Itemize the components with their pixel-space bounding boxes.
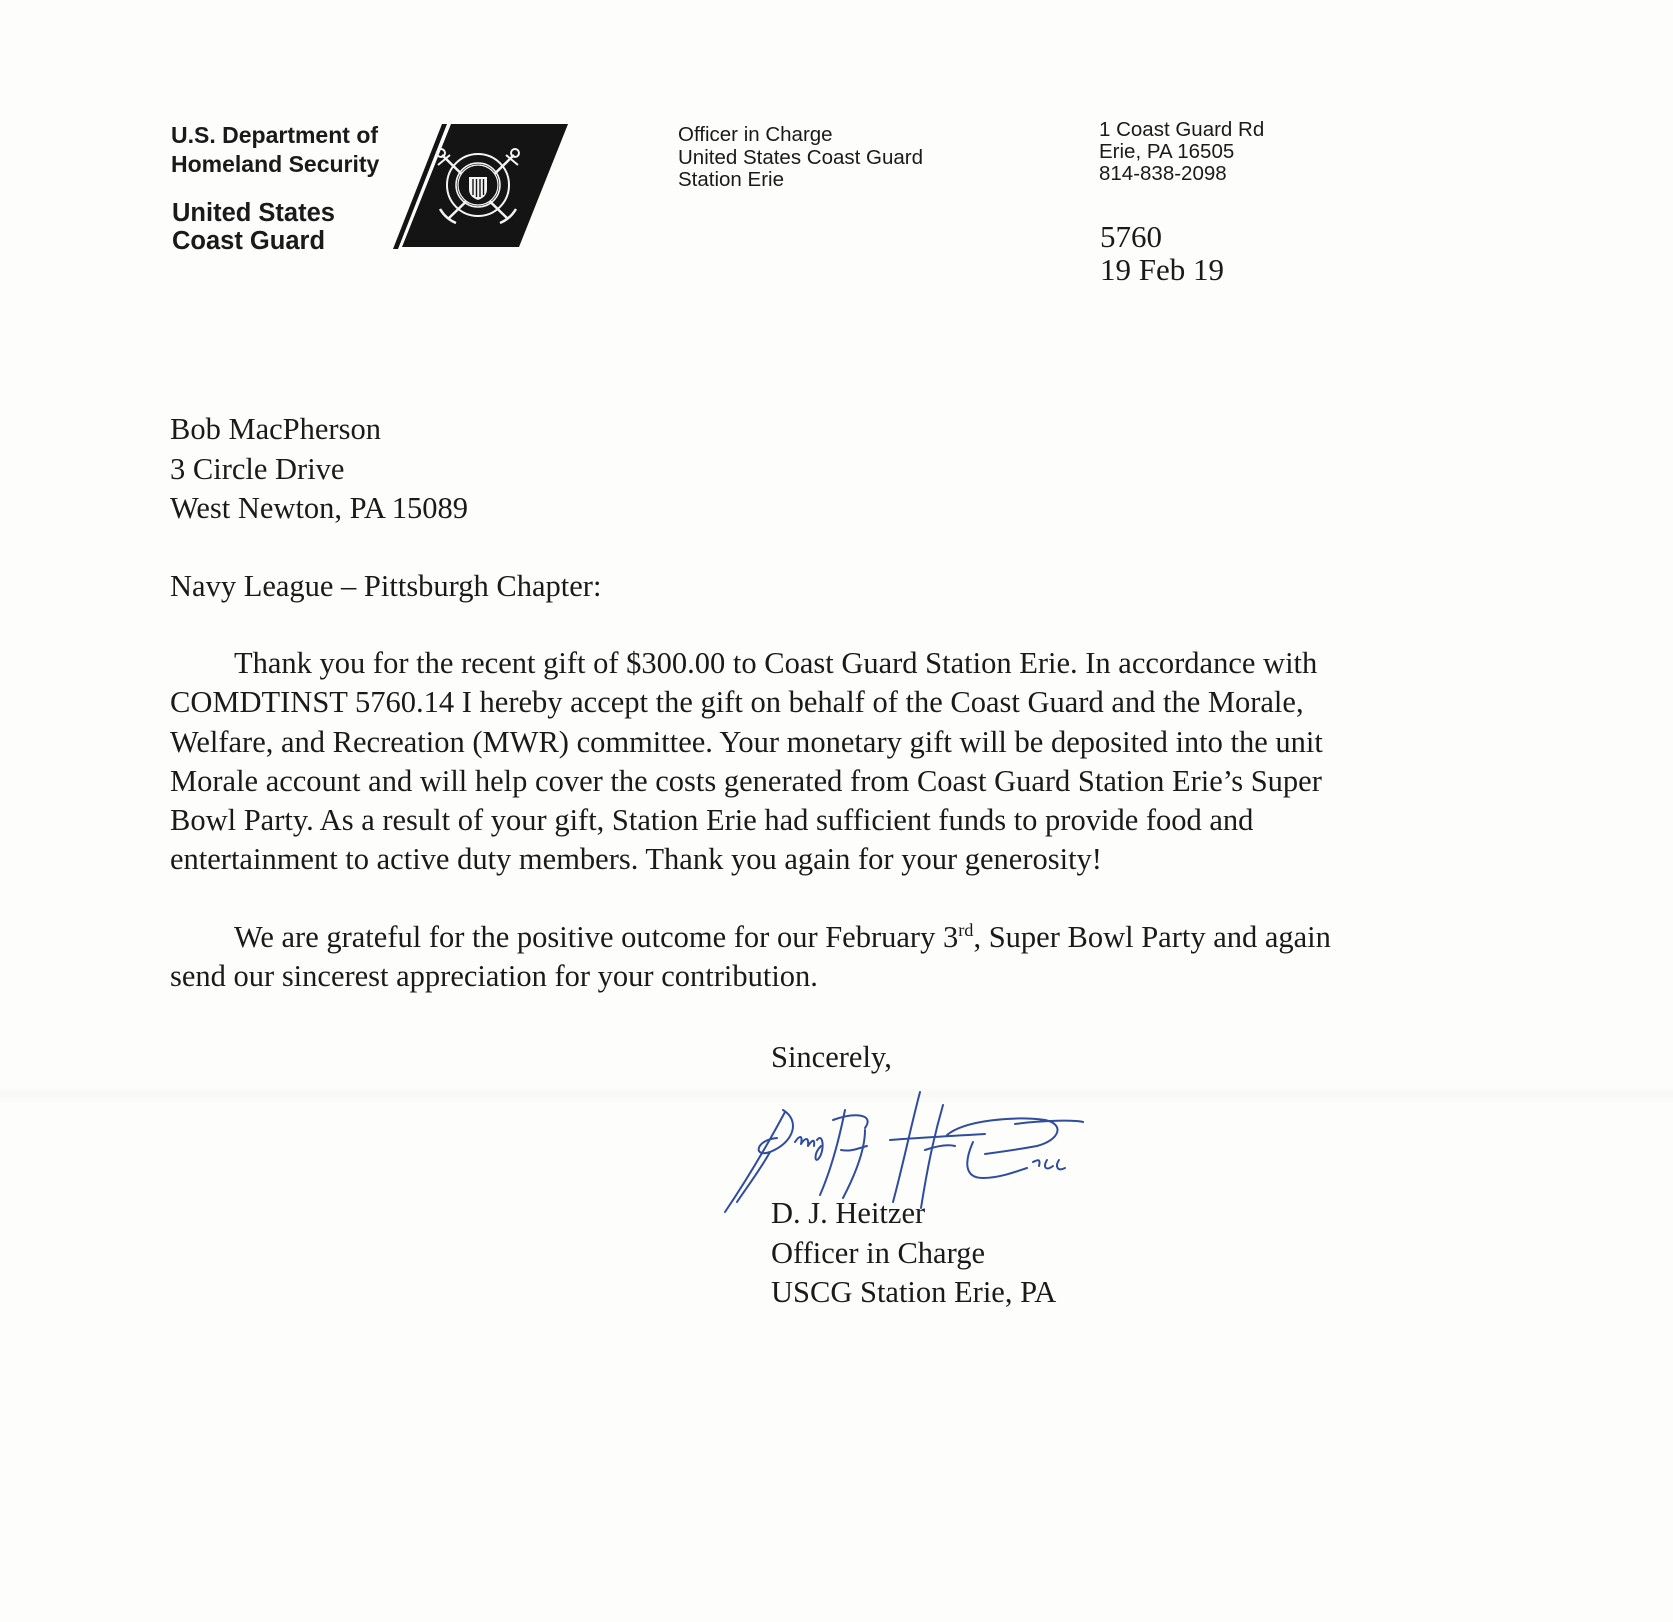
agency-line-2: Coast Guard [172, 227, 326, 255]
recipient-address [170, 410, 468, 529]
paragraph-line: entertainment to active duty members. Thank you again for your generosity! [170, 842, 1102, 877]
paragraph-line: send our sincerest appreciation for your contribution. [170, 959, 818, 994]
sender-city: Erie, PA 16505 [1099, 140, 1235, 163]
letter-date: 19 Feb 19 [1100, 252, 1224, 287]
paragraph-line: Morale account and will help cover the costs generated from Coast Guard Station Erie’s Super [170, 763, 1322, 798]
coast-guard-logo [392, 124, 572, 249]
recipient-city: West Newton, PA 15089 [170, 491, 469, 525]
office-block [678, 124, 923, 192]
paragraph-line: Welfare, and Recreation (MWR) committee. Your monetary gift will be deposited into the unit [170, 724, 1323, 759]
office-line-1: Officer in Charge [678, 123, 833, 146]
department-line-1: U.S. Department of [171, 122, 379, 148]
agency-line-1: United States [172, 199, 335, 227]
office-line-3: Station Erie [678, 168, 784, 191]
paragraph-line: Bowl Party. As a result of your gift, Station Erie had sufficient funds to provide food and [170, 803, 1254, 838]
agency-heading [172, 199, 335, 255]
signature-block [771, 1194, 1056, 1313]
ssic-code: 5760 [1100, 219, 1162, 254]
salutation: Navy League – Pittsburgh Chapter: [170, 569, 602, 603]
office-line-2: United States Coast Guard [678, 145, 923, 169]
sender-address [1099, 119, 1264, 185]
recipient-street: 3 Circle Drive [170, 451, 345, 486]
signer-name: D. J. Heitzer [771, 1196, 926, 1230]
body-paragraph-1 [170, 644, 1470, 880]
body-paragraph-2 [170, 918, 1470, 997]
department-line-2: Homeland Security [171, 151, 380, 177]
sender-street: 1 Coast Guard Rd [1099, 118, 1265, 141]
paragraph-line: COMDTINST 5760.14 I hereby accept the gift on behalf of the Coast Guard and the Morale, [170, 685, 1304, 720]
signer-title: Officer in Charge [771, 1235, 985, 1270]
reference-block [1100, 220, 1224, 286]
closing: Sincerely, [771, 1040, 892, 1074]
paragraph-line: Thank you for the recent gift of $300.00 to Coast Guard Station Erie. In accordance with [234, 646, 1318, 680]
department-heading [171, 121, 379, 179]
sender-phone: 814-838-2098 [1099, 162, 1227, 185]
signer-unit: USCG Station Erie, PA [771, 1275, 1057, 1309]
recipient-name: Bob MacPherson [170, 412, 381, 446]
paragraph-line: We are grateful for the positive outcome for our February 3rd, Super Bowl Party and again [234, 919, 1331, 954]
